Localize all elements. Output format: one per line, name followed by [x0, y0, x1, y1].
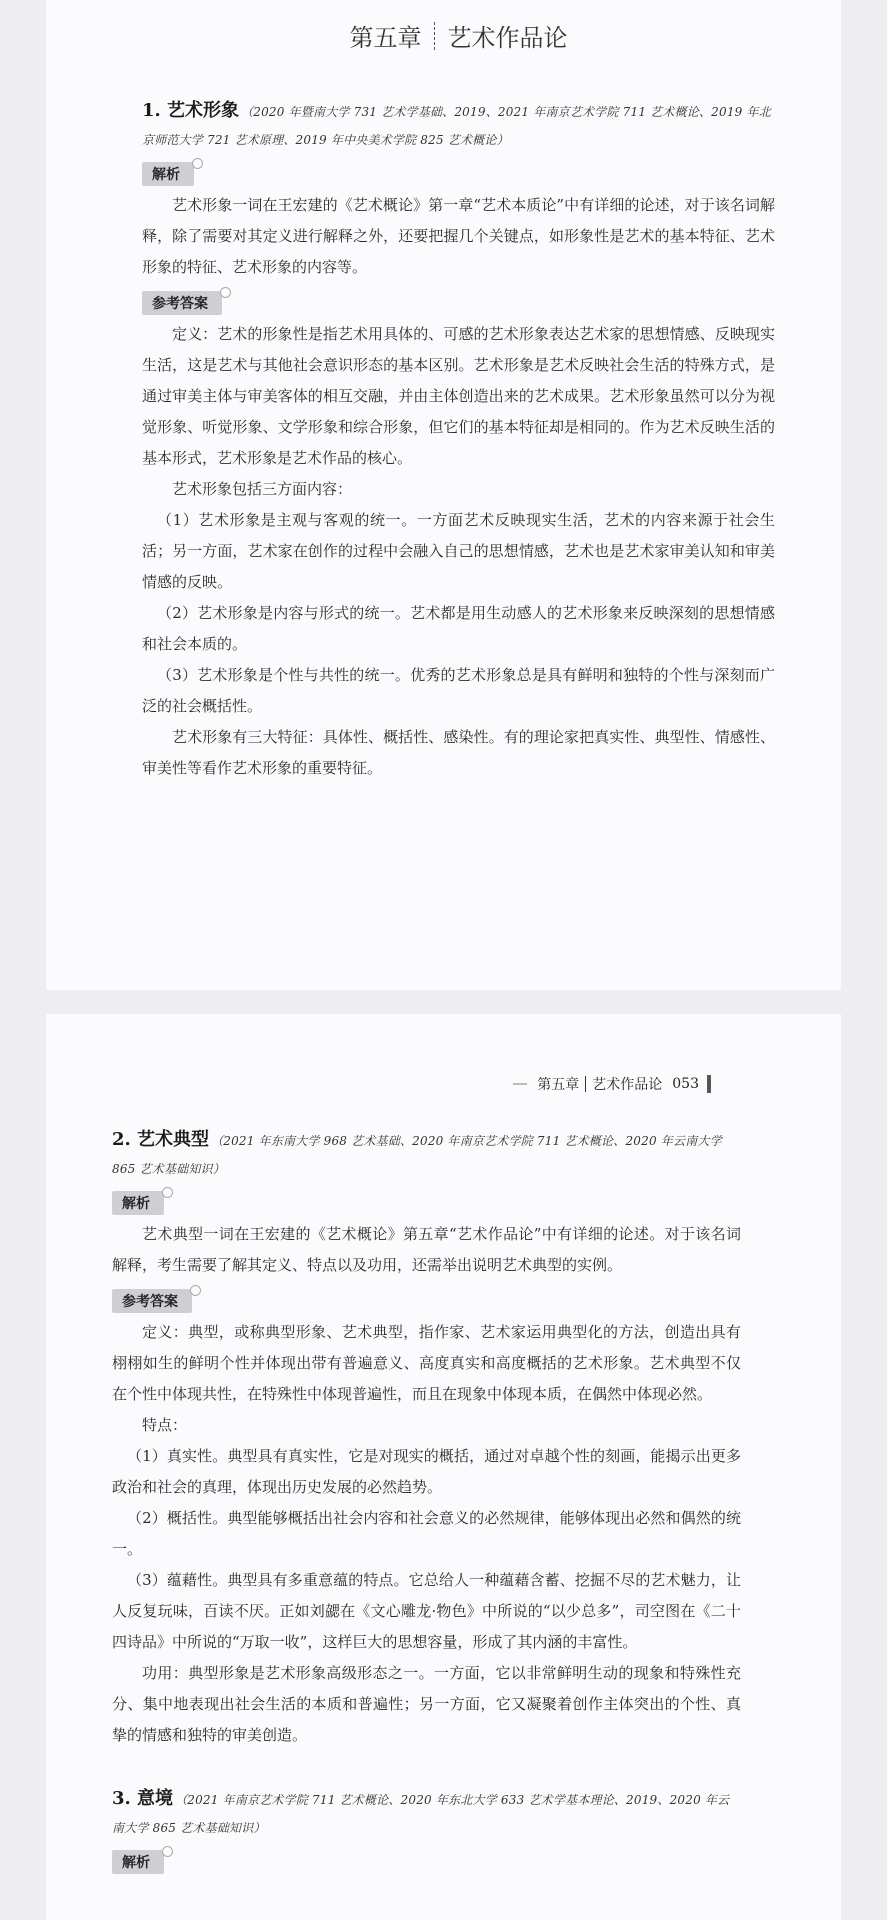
analysis-tag: [142, 162, 194, 186]
tag-dot-icon: [190, 1285, 201, 1296]
features-label: 特点：: [142, 1416, 188, 1434]
analysis-tag: [112, 1191, 164, 1215]
analysis-tag-label: 解析: [122, 1196, 150, 1212]
chapter-title: 艺术作品论: [592, 1077, 663, 1093]
answer-item-1: （1）艺术形象是主观与客观的统一。一方面艺术反映现实生活，艺术的内容来源于社会生活；另一方面，艺术家在创作的过程中会融入自己的思想情感，艺术也是艺术家审美认知和审美情感的反映。: [142, 511, 775, 591]
question-1-source: （2020 年暨南大学 731 艺术学基础、2019、2021 年南京艺术学院 711 艺术概论、2019 年北京师范大学 721 艺术原理、2019 年中央美术学院 825 艺术概论）: [142, 105, 771, 147]
analysis-text: 艺术形象一词在王宏建的《艺术概论》第一章“艺术本质论”中有详细的论述，对于该名词解释，除了需要对其定义进行解释之外，还要把握几个关键点，如形象性是艺术的基本特征、艺术形象的特征、艺术形象的内容等。: [142, 196, 775, 276]
chapter-label: 第五章: [349, 24, 422, 52]
tag-dot-icon: [162, 1846, 173, 1857]
feature-item-3: （3）蕴藉性。典型具有多重意蕴的特点。它总给人一种蕴藉含蓄、挖掘不尽的艺术魅力，让人反复玩味，百读不厌。正如刘勰在《文心雕龙·物色》中所说的“以少总多”，司空图在《二十四诗品》中所说的“万取一收”，这样巨大的思想容量，形成了其内涵的丰富性。: [112, 1571, 741, 1651]
chapter-title: 艺术作品论: [447, 24, 568, 52]
feature-item-2: （2）概括性。典型能够概括出社会内容和社会意义的必然规律，能够体现出必然和偶然的统一。: [112, 1509, 741, 1558]
answer-definition: 定义：艺术的形象性是指艺术用具体的、可感的艺术形象表达艺术家的思想情感、反映现实生活，这是艺术与其他社会意识形态的基本区别。艺术形象是艺术反映社会生活的特殊方式，是通过审美主体与审美客体的相互交融，并由主体创造出来的艺术成果。艺术形象虽然可以分为视觉形象、听觉形象、文学形象和综合形象，但它们的基本特征却是相同的。作为艺术反映生活的基本形式，艺术形象是艺术作品的核心。: [142, 325, 775, 467]
page-1: [46, 0, 841, 990]
header-dash: [513, 1083, 527, 1085]
analysis-tag-label: 解析: [122, 1855, 150, 1871]
question-2-title: 2. 艺术典型: [112, 1129, 210, 1150]
chapter-label: 第五章: [537, 1077, 580, 1093]
analysis-tag: [112, 1850, 164, 1874]
question-2-heading: [112, 1126, 741, 1183]
answer-tag-label: 参考答案: [152, 296, 208, 312]
header-bar: [707, 1075, 711, 1093]
question-1-heading: [142, 97, 775, 154]
running-header: [513, 1074, 711, 1094]
function-text: 功用：典型形象是艺术形象高级形态之一。一方面，它以非常鲜明生动的现象和特殊性充分、集中地表现出社会生活的本质和普遍性；另一方面，它又凝聚着创作主体突出的个性、真挚的情感和独特的审美创造。: [112, 1664, 741, 1744]
question-3-title: 3. 意境: [112, 1788, 174, 1809]
chapter-header: [142, 18, 775, 53]
question-3-source: （2021 年南京艺术学院 711 艺术概论、2020 年东北大学 633 艺术学基本理论、2019、2020 年云南大学 865 艺术基础知识）: [112, 1793, 730, 1835]
feature-item-1: （1）真实性。典型具有真实性，它是对现实的概括，通过对卓越个性的刻画，能揭示出更多政治和社会的真理，体现出历史发展的必然趋势。: [112, 1447, 741, 1496]
page-2: [46, 1014, 841, 1920]
tag-dot-icon: [162, 1187, 173, 1198]
question-3: [112, 1785, 741, 1878]
analysis-tag-label: 解析: [152, 167, 180, 183]
tag-dot-icon: [192, 158, 203, 169]
question-2-source: （2021 年东南大学 968 艺术基础、2020 年南京艺术学院 711 艺术概论、2020 年云南大学 865 艺术基础知识）: [112, 1134, 722, 1176]
page-number: 053: [672, 1076, 699, 1092]
answer-intro: 艺术形象包括三方面内容：: [172, 480, 353, 498]
question-1-title: 1. 艺术形象: [142, 100, 240, 121]
tag-dot-icon: [220, 287, 231, 298]
question-3-heading: [112, 1785, 741, 1842]
analysis-text: 艺术典型一词在王宏建的《艺术概论》第五章“艺术作品论”中有详细的论述。对于该名词解释，考生需要了解其定义、特点以及功用，还需举出说明艺术典型的实例。: [112, 1225, 741, 1274]
header-divider: [585, 1076, 586, 1092]
answer-tag: [112, 1289, 192, 1313]
answer-item-3: （3）艺术形象是个性与共性的统一。优秀的艺术形象总是具有鲜明和独特的个性与深刻而广泛的社会概括性。: [142, 666, 775, 715]
answer-tag: [142, 291, 222, 315]
question-2: [112, 1014, 741, 1751]
answer-definition: 定义：典型，或称典型形象、艺术典型，指作家、艺术家运用典型化的方法，创造出具有栩栩如生的鲜明个性并体现出带有普遍意义、高度真实和高度概括的艺术形象。艺术典型不仅在个性中体现共性，在特殊性中体现普遍性，而且在现象中体现本质，在偶然中体现必然。: [112, 1323, 741, 1403]
answer-item-2: （2）艺术形象是内容与形式的统一。艺术都是用生动感人的艺术形象来反映深刻的思想情感和社会本质的。: [142, 604, 775, 653]
header-divider: [434, 22, 436, 50]
question-1: [142, 97, 775, 784]
answer-tag-label: 参考答案: [122, 1294, 178, 1310]
answer-conclusion: 艺术形象有三大特征：具体性、概括性、感染性。有的理论家把真实性、典型性、情感性、审美性等看作艺术形象的重要特征。: [142, 728, 775, 777]
